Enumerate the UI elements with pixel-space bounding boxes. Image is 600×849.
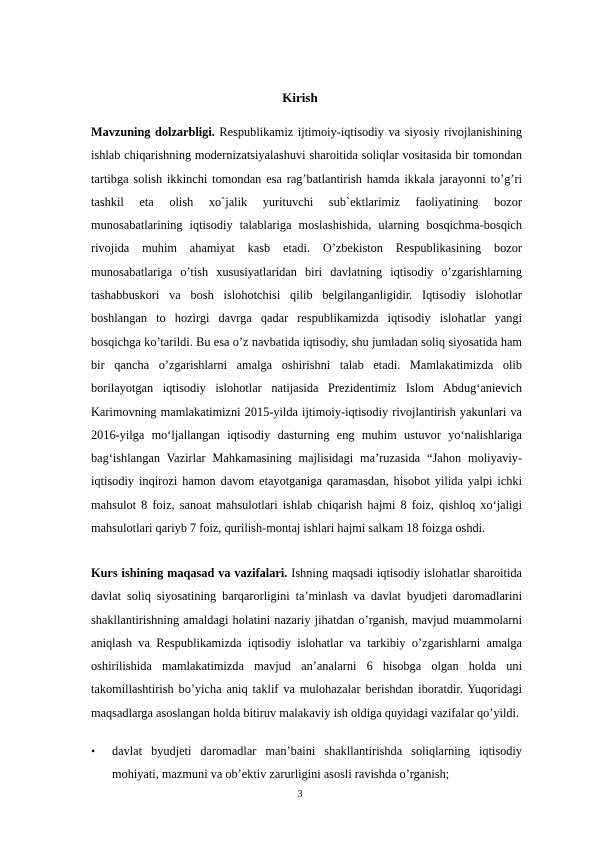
section-title: Kirish [282, 90, 318, 105]
paragraph-body-goals: Ishning maqsadi iqtisodiy islohatlar sharoitida davlat soliq siyosatining barqarorligini ta’minlash va davlat byudjeti daromadlarini shakllantirishning amaldagi holatini nazariy jihatdan o’rganish, mavjud muammolarni aniqlash va Respublikamizda iqtisodiy islohatlar va tarkibiy o’zgarishlarni amalga oshirilishida mamlakatimizda mavjud an’analarni 6 hisobga olgan holda uni takomillashtirish bo’yicha aniq taklif va mulohazalar berishdan iboratdir. Yuqoridagi maqsadlarga asoslangan holda bitiruv malakaviy ish oldiga quyidagi vazifalar qo’yildi. [91, 566, 522, 720]
page-number: 3 [297, 789, 303, 800]
paragraph-body-relevance: Respublikamiz ijtimoiy-iqtisodiy va siyosiy rivojlanishining ishlab chiqarishning modernizatsiyalashuvi sharoitida soliqlar vositasida bir tomondan tartibga solish ikkinchi tomondan esa rag’batlantirish hamda ikkala jarayonni to’g’ri tashkil eta olish xo`jalik yurituvchi sub`ektlarimiz faoliyatining bozor munosabatlarining iqtisodiy talablariga moslashishida, ularning bosqichma-bosqich rivojida muhim ahamiyat kasb etadi. O’zbekiston Respublikasining bozor munosabatlariga o’tish xususiyatlaridan biri davlatning iqtisodiy o’zgarishlarning tashabbuskori va bosh islohotchisi qilib belgilanganligidir. Iqtisodiy islohotlar boshlangan to hozirgi davrga qadar respublikamizda iqtisodiy islohatlar yangi bosqichga ko’tarildi. Bu esa o’z navbatida iqtisodiy, shu jumladan soliq siyosatida ham bir qancha o’zgarishlarni amalga oshirishni talab etadi. Mamlakatimizda olib borilayotgan iqtisodiy islohotlar natijasida Prezidentimiz Islom Abdug‘anievich Karimovning mamlakatimizni 2015-yilda ijtimoiy-iqtisodiy rivojlantirish yakunlari va 2016-yilga mo‘ljallangan iqtisodiy dasturning eng muhim ustuvor yo‘nalishlariga bag‘ishlangan Vazirlar Mahkamasining majlisidagi ma’ruzasida “Jahon moliyaviy-iqtisodiy inqirozi hamon davom etayotganiga qaramasdan, hisobot yilida yalpi ichki mahsulot 8 foiz, sanoat mahsulotlari ishlab chiqarish hajmi 8 foiz, qishloq xo‘jaligi mahsulotlari qariyb 7 foiz, qurilish-montaj ishlari hajmi salkam 18 foizga oshdi. [91, 125, 523, 536]
paragraph-lead-goals: Kurs ishining maqasad va vazifalari. [91, 566, 288, 580]
paragraph-relevance [91, 121, 522, 540]
bullet-list-item [91, 740, 522, 787]
paragraph-goals [91, 562, 522, 725]
bullet-icon: • [91, 744, 96, 758]
paragraph-lead-relevance: Mavzuning dolzarbligi. [91, 125, 215, 139]
bullet-text: davlat byudjeti daromadlar man’baini shakllantirishda soliqlarning iqtisodiy mohiyati, mazmuni va ob’ektiv zarurligini asosli ravishda o’rganish; [112, 744, 522, 782]
